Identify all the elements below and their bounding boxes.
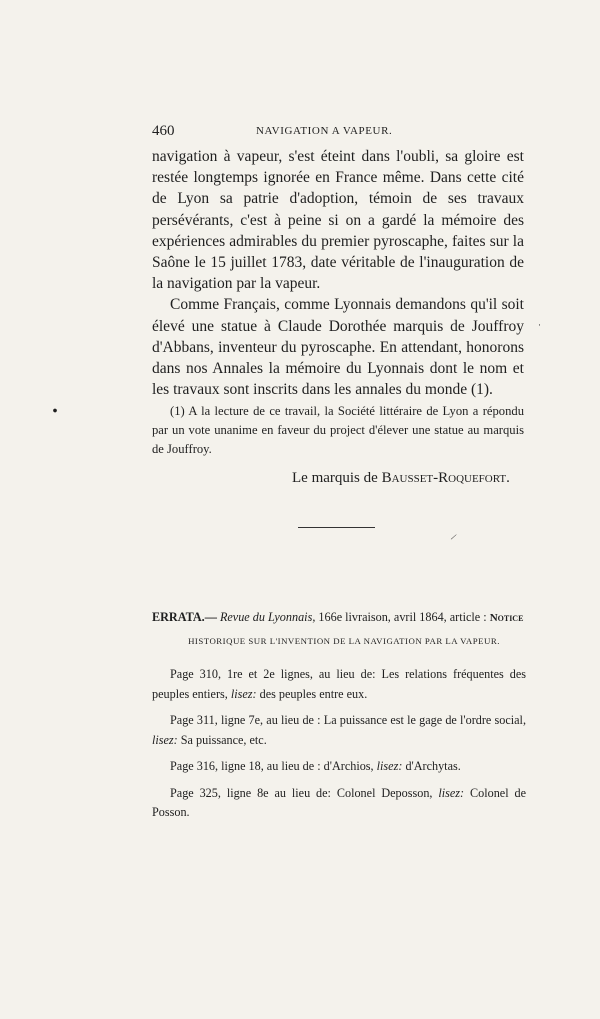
body-text bbox=[152, 146, 524, 400]
entry-correct: des peuples entre eux. bbox=[259, 686, 368, 701]
footnote-marker: (1) bbox=[170, 404, 185, 418]
entry-read-label: lisez: bbox=[376, 759, 403, 773]
entry-wrong: La puissance est le gage de l'ordre social, bbox=[323, 713, 526, 727]
footnote bbox=[152, 402, 524, 459]
entry-location: Page 311, ligne 7e, au lieu de : bbox=[170, 713, 321, 727]
entry-location: Page 325, ligne 8e au lieu de: bbox=[170, 785, 331, 800]
errata-entries bbox=[152, 665, 526, 823]
margin-mark: · bbox=[538, 320, 541, 330]
entry-read-label: lisez: bbox=[152, 732, 178, 747]
errata-article-start: Notice bbox=[489, 612, 524, 624]
ink-spot: • bbox=[49, 403, 60, 420]
entry-correct: d'Archytas. bbox=[405, 759, 461, 773]
errata-entry bbox=[152, 784, 526, 823]
errata-title bbox=[152, 608, 526, 628]
entry-read-label: lisez: bbox=[438, 785, 465, 800]
paragraph-1: navigation à vapeur, s'est éteint dans l'oubli, sa gloire est restée longtemps ignorée en France même. Dans cette cité de Lyon sa patrie d'adoption, témoin de ses travaux persévérants, c'est à peine si on a gardé la mémoire des expériences admirables du premier pyroscaphe, faites sur la Saône le 15 juillet 1783, date véritable de l'inauguration de la navigation par la vapeur. bbox=[152, 148, 524, 293]
entry-wrong: d'Archios, bbox=[323, 759, 374, 773]
errata-journal: Revue du Lyonnais, bbox=[219, 610, 316, 624]
entry-read-label: lisez: bbox=[230, 686, 257, 701]
entry-location: Page 310, 1re et 2e lignes, au lieu de: bbox=[170, 667, 376, 681]
signature bbox=[292, 470, 510, 487]
entry-location: Page 316, ligne 18, au lieu de : bbox=[170, 759, 321, 773]
errata-heading: ERRATA.— bbox=[152, 610, 217, 624]
errata-issue: 166e livraison, avril 1864, article : bbox=[318, 610, 487, 624]
errata-entry bbox=[152, 757, 526, 777]
errata-entry bbox=[152, 665, 526, 704]
paragraph-2: Comme Français, comme Lyonnais demandons qu'il soit élevé une statue à Claude Dorothée marquis de Jouffroy d'Abbans, inventeur du pyroscaphe. En attendant, honorons dans nos Annales la mémoire du Lyonnais dont le nom et les travaux sont inscrits dans les annales du monde (1). bbox=[152, 296, 524, 399]
running-title: NAVIGATION A VAPEUR. bbox=[256, 125, 393, 137]
entry-correct: Sa puissance, etc. bbox=[180, 732, 267, 747]
footnote-text: A la lecture de ce travail, la Société littéraire de Lyon a répondu par un vote unanime en faveur du project d'élever une statue au marquis de Jouffroy. bbox=[152, 404, 524, 456]
section-divider bbox=[298, 527, 375, 528]
signature-name: Bausset-Roquefort. bbox=[381, 470, 510, 486]
entry-wrong: Colonel Deposson, bbox=[336, 785, 433, 800]
entry-correct: Colonel de Posson. bbox=[152, 785, 527, 819]
page-number: 460 bbox=[152, 123, 175, 139]
errata-section bbox=[152, 608, 526, 830]
signature-prefix: Le marquis de bbox=[292, 470, 378, 486]
pencil-mark: / bbox=[449, 532, 458, 543]
entry-wrong: Les relations fréquentes des peuples entiers, bbox=[152, 667, 526, 701]
errata-article-title: HISTORIQUE SUR L'INVENTION DE LA NAVIGATION PAR LA VAPEUR. bbox=[188, 636, 500, 646]
errata-entry bbox=[152, 711, 526, 750]
